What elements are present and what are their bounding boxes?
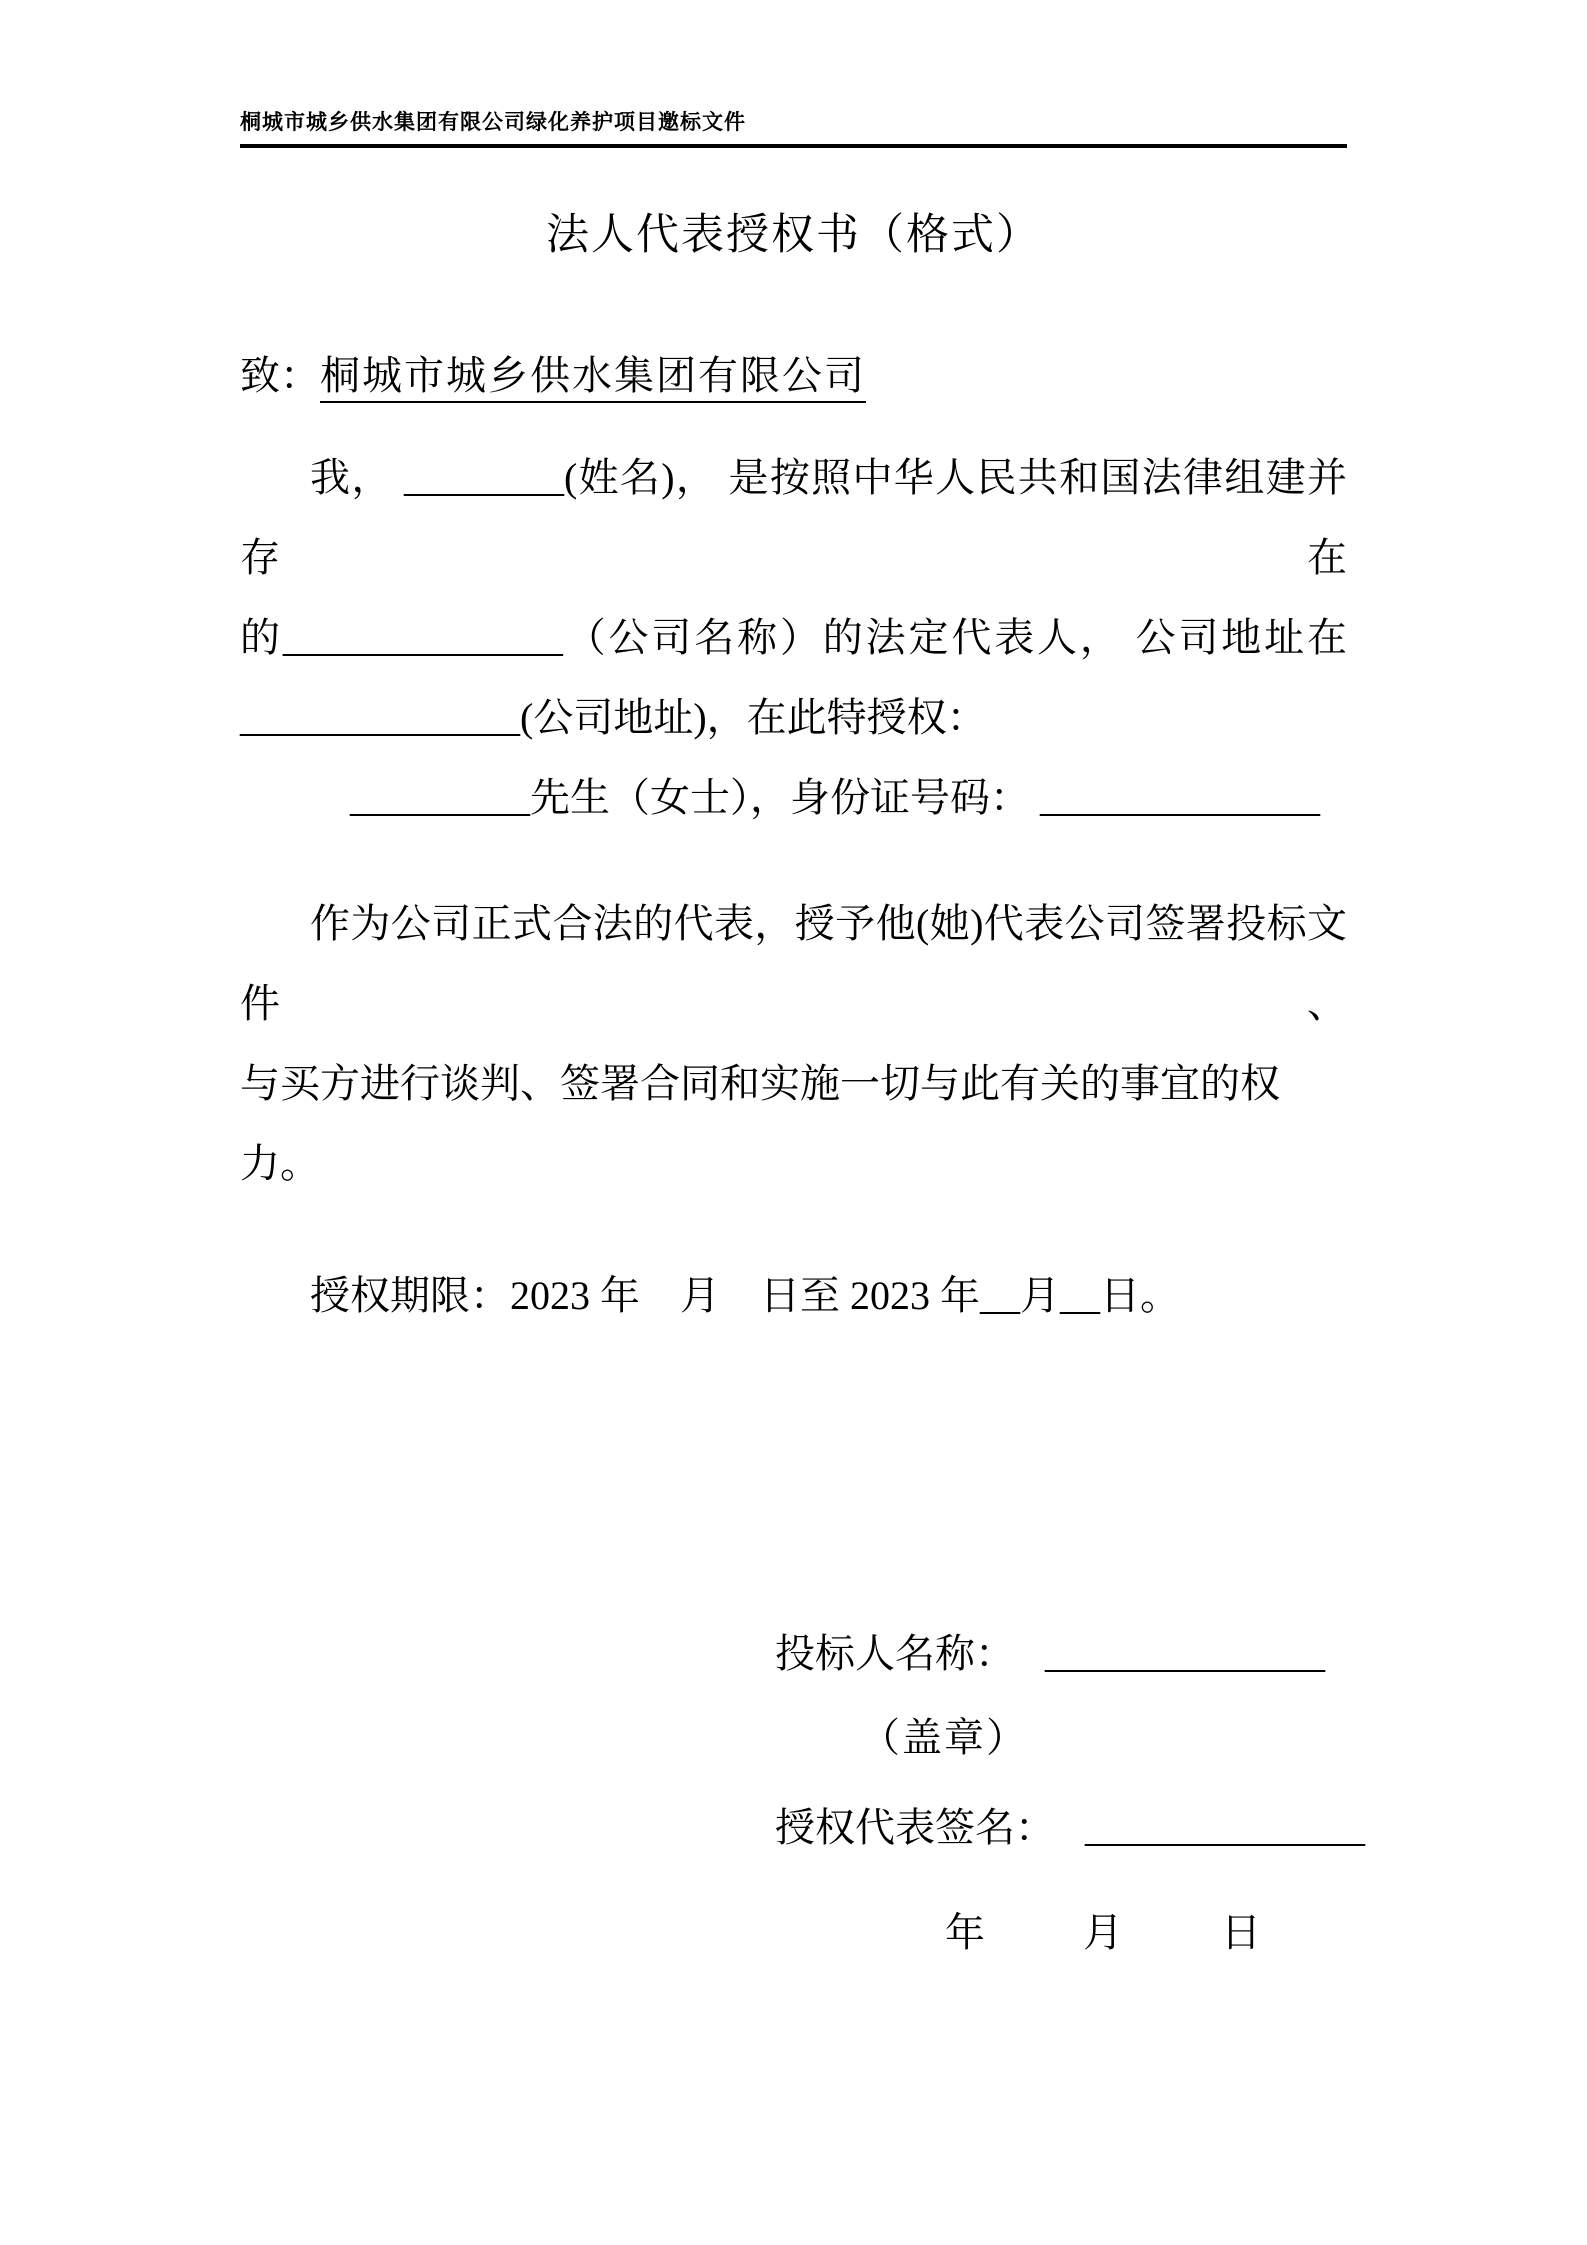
bidder-name-line — [775, 1626, 1347, 1682]
salutation-company: 桐城市城乡供水集团有限公司 — [320, 353, 866, 403]
bidder-name-blank: ______________ — [1045, 1631, 1325, 1676]
salutation-prefix: 致： — [240, 353, 320, 398]
seal-label: （盖章） — [860, 1715, 1028, 1760]
representative-signature-blank: ______________ — [1085, 1805, 1365, 1850]
signature-block — [775, 1626, 1365, 1961]
authorization-term — [240, 1256, 1347, 1336]
body-paragraph-2 — [240, 884, 1347, 1204]
body-line-authorized-person: _________先生（女士），身份证号码： ______________ — [350, 775, 1320, 820]
body-line-authorization-1: 作为公司正式合法的代表，授予他(她)代表公司签署投标文件、 — [240, 901, 1347, 1026]
body-line-authorization-2: 与买方进行谈判、签署合同和实施一切与此有关的事宜的权力。 — [240, 1061, 1280, 1186]
representative-signature-label: 授权代表签名： — [775, 1805, 1055, 1850]
body-line-company-address: ______________(公司地址)，在此特授权： — [240, 695, 987, 740]
header-title: 桐城市城乡供水集团有限公司绿化养护项目邀标文件 — [240, 110, 746, 134]
bidder-name-label: 投标人名称： — [775, 1631, 1015, 1676]
document-title: 法人代表授权书（格式） — [546, 212, 1041, 259]
representative-signature-line — [775, 1800, 1365, 1856]
salutation-line — [240, 348, 1347, 404]
date-line: 年 月 日 — [945, 1910, 1267, 1955]
page-header — [240, 108, 1347, 148]
term-line: 授权期限：2023 年 月 日至 2023 年__月__日。 — [310, 1273, 1180, 1318]
body-paragraph-1 — [240, 438, 1347, 838]
body-line-name: 我， ________(姓名)， 是按照中华人民共和国法律组建并存在 — [240, 455, 1347, 580]
body-line-company-name: 的______________（公司名称）的法定代表人， 公司地址在 — [240, 615, 1347, 660]
